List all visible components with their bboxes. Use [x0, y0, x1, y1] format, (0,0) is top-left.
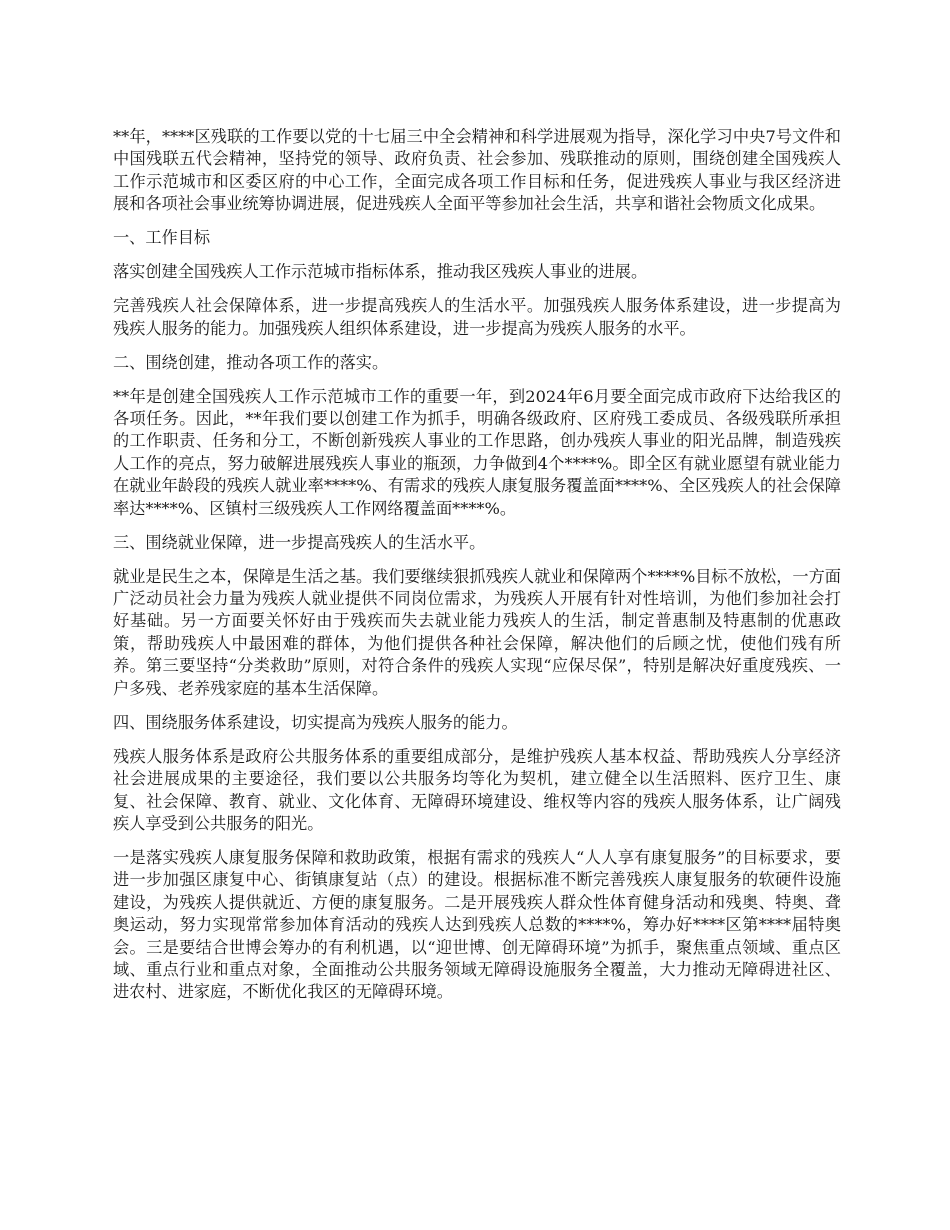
paragraph-intro: **年，****区残联的工作要以党的十七届三中全会精神和科学进展观为指导，深化学习中央7号文件和中国残联五代会精神，坚持党的领导、政府负责、社会参加、残联推动的原则，围绕创建全国残疾人工作示范城市和区委区府的中心工作，全面完成各项工作目标和任务，促进残疾人事业与我区经济进展和各项社会事业统筹协调进展，促进残疾人全面平等参加社会生活，共享和谐社会物质文化成果。	[113, 127, 841, 214]
paragraph-goal-1: 落实创建全国残疾人工作示范城市指标体系，推动我区残疾人事业的进展。	[113, 262, 648, 282]
paragraph-service-system: 残疾人服务体系是政府公共服务体系的重要组成部分，是维护残疾人基本权益、帮助残疾人分享经济社会进展成果的主要途径，我们要以公共服务均等化为契机，建立健全以生活照料、医疗卫生、康复、社会保障、教育、就业、文化体育、无障碍环境建设、维权等内容的残疾人服务体系，让广阔残疾人享受到公共服务的阳光。	[113, 746, 841, 833]
paragraph-goal-2: 完善残疾人社会保障体系，进一步提高残疾人的生活水平。加强残疾人服务体系建设，进一步提高为残疾人服务的能力。加强残疾人组织体系建设，进一步提高为残疾人服务的水平。	[113, 296, 841, 338]
heading-employment: 三、围绕就业保障，进一步提高残疾人的生活水平。	[113, 532, 486, 552]
heading-creation: 二、围绕创建，推动各项工作的落实。	[113, 352, 389, 372]
heading-work-goals: 一、工作目标	[113, 228, 211, 248]
document-body	[113, 126, 841, 1015]
paragraph-creation: **年是创建全国残疾人工作示范城市工作的重要一年，到2024年6月要全面完成市政府下达给我区的各项任务。因此，**年我们要以创建工作为抓手，明确各级政府、区府残工委成员、各级残联所承担的工作职责、任务和分工，不断创新残疾人事业的工作思路，创办残疾人事业的阳光品牌，制造残疾人工作的亮点，努力破解进展残疾人事业的瓶颈，力争做到4个****%。即全区有就业愿望有就业能力在就业年龄段的残疾人就业率****%、有需求的残疾人康复服务覆盖面****%、全区残疾人的社会保障率达****%、区镇村三级残疾人工作网络覆盖面****%。	[113, 386, 841, 518]
paragraph-rehab-sports-accessibility: 一是落实残疾人康复服务保障和救助政策，根据有需求的残疾人“人人享有康复服务”的目标要求，要进一步加强区康复中心、街镇康复站（点）的建设。根据标准不断完善残疾人康复服务的软硬件设施建设，为残疾人提供就近、方便的康复服务。二是开展残疾人群众性体育健身活动和残奥、特奥、聋奥运动，努力实现常常参加体育活动的残疾人达到残疾人总数的****%，筹办好****区第****届特奥会。三是要结合世博会筹办的有利机遇，以“迎世博、创无障碍环境”为抓手，聚焦重点领域、重点区域、重点行业和重点对象，全面推动公共服务领域无障碍设施服务全覆盖，大力推动无障碍进社区、进农村、进家庭，不断优化我区的无障碍环境。	[113, 847, 841, 1002]
heading-service-system: 四、围绕服务体系建设，切实提高为残疾人服务的能力。	[113, 712, 518, 732]
paragraph-employment: 就业是民生之本，保障是生活之基。我们要继续狠抓残疾人就业和保障两个****%目标不放松，一方面广泛动员社会力量为残疾人就业提供不同岗位需求，为残疾人开展有针对性培训，为他们参加社会打好基础。另一方面要关怀好由于残疾而失去就业能力残疾人的生活，制定普惠制及特惠制的优惠政策，帮助残疾人中最困难的群体，为他们提供各种社会保障，解决他们的后顾之忧，使他们残有所养。第三要坚持“分类救助”原则，对符合条件的残疾人实现“应保尽保”，特别是解决好重度残疾、一户多残、老养残家庭的基本生活保障。	[113, 566, 841, 698]
